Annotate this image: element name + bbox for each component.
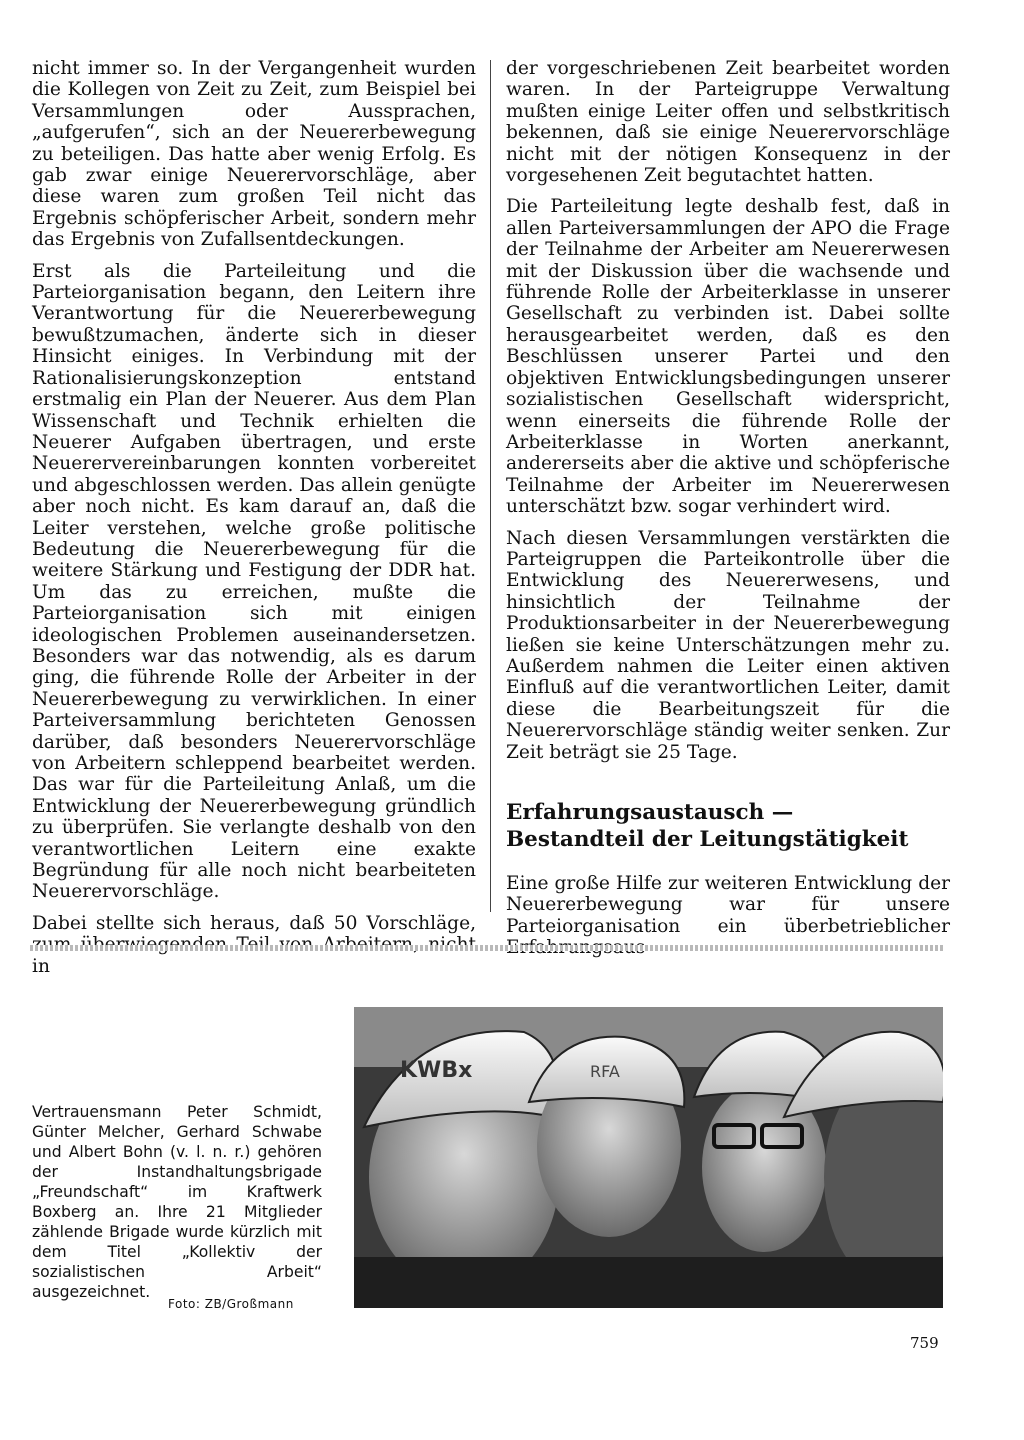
left-column (32, 58, 476, 987)
paragraph: Die Parteileitung legte deshalb fest, daß in allen Parteiversammlungen der APO die Frage der Teilnahme der Arbeiter am Neuererwesen mit der Diskussion über die wachsende und führende Rolle der Arbeiterklasse in unserer Gesellschaft zu verbinden ist. Dabei sollte herausgearbeitet werden, daß es den Beschlüssen unserer Partei und den objektiven Entwicklungsbedingungen unserer sozialistischen Gesellschaft widerspricht, wenn einerseits die führende Rolle der Arbeiterklasse in Worten anerkannt, andererseits aber die aktive und schöpferische Teilnahme der Arbeiter im Neuererwesen unterschätzt bzw. sogar verhindert wird. (506, 196, 950, 518)
paragraph: Erst als die Parteileitung und die Parteiorganisation begann, den Leitern ihre Verantwortung für die Neuererbewegung bewußtzumachen, änderte sich in dieser Hinsicht einiges. In Verbindung mit der Rationalisierungskonzeption entstand erstmalig ein Plan der Neuerer. Aus dem Plan Wissenschaft und Technik erhielten die Neuerer Aufgaben übertragen, und erste Neuerervereinbarungen konnten vorbereitet und abgeschlossen werden. Das allein genügte aber noch nicht. Es kam darauf an, daß die Leiter verstehen, welche große politische Bedeutung die Neuererbewegung für die weitere Stärkung und Festigung der DDR hat. Um das zu erreichen, mußte die Parteiorganisation sich mit einigen ideologischen Problemen auseinandersetzen. Besonders war das notwendig, als es darum ging, die führende Rolle der Arbeiter in der Neuererbewegung zu verwirklichen. In einer Parteiversammlung berichteten Genossen darüber, daß besonders Neuerervorschläge von Arbeitern schleppend bearbeitet werden. Das war für die Parteileitung Anlaß, um die Entwicklung der Neuererbewegung gründlich zu überprüfen. Sie verlangte deshalb von den verantwortlichen Leitern eine exakte Begründung für alle noch nicht bearbeiteten Neuerervorschläge. (32, 260, 476, 903)
paragraph: Eine große Hilfe zur weiteren Entwicklung der Neuererbewegung war für unsere Parteiorganisation ein überbetrieblicher (506, 873, 950, 937)
paragraph: Dabei stellte sich heraus, daß 50 Vorschläge, in (32, 912, 476, 977)
paragraph: der vorgeschriebenen Zeit bearbeitet worden waren. In der Parteigruppe Verwaltung mußten einige Leiter offen und selbstkritisch bekennen, daß sie einige Neuerervorschläge nicht mit der nötigen Konsequenz in der vorgesehenen Zeit begutachtet hatten. (506, 58, 950, 187)
right-column (506, 58, 950, 969)
photo-caption: Vertrauensmann Peter Schmidt, Günter Melcher, Gerhard Schwabe und Albert Bohn (v. l. n. r.) gehören der Instandhaltungsbrigade „Freundschaft“ im Kraftwerk Boxberg an. Ihre 21 Mitglieder zählende Brigade wurde kürzlich mit dem Titel „Kollektiv der sozialistischen Arbeit“ ausgezeichnet. (32, 1103, 322, 1301)
section-heading (506, 799, 950, 853)
helmet-label: RFA (590, 1062, 620, 1081)
section-heading-line: Bestandteil der Leitungstätigkeit (506, 827, 909, 852)
section-divider (30, 945, 945, 951)
photo-credit: Foto: ZB/Großmann (168, 1297, 294, 1311)
paragraph: Nach diesen Versammlungen verstärkten die Parteigruppen die Parteikontrolle über die Entwicklung des Neuererwesens, und hinsichtlich der Teilnahme der Produktionsarbeiter in der Neuererbewegung ließen sie keine Unterschätzungen mehr zu. Außerdem nahmen die Leiter einen aktiven Einfluß auf die verantwortlichen Leiter, damit diese die Bearbeitungszeit für die Neuerervorschläge ständig weiter senken. Zur Zeit beträgt sie 25 Tage. (506, 527, 950, 763)
paragraph: nicht immer so. In der Vergangenheit wurden die Kollegen von Zeit zu Zeit, zum Beispiel bei Versammlungen oder Aussprachen, „aufgerufen“, sich an der Neuererbewegung zu beteiligen. Das hatte aber wenig Erfolg. Es gab zwar einige Neuerervorschläge, aber diese waren zum großen Teil nicht das Ergebnis schöpferischer Arbeit, sondern mehr das Ergebnis von Zufallsentdeckungen. (32, 58, 476, 251)
page-number: 759 (910, 1334, 939, 1352)
column-rule (490, 60, 491, 912)
section-heading-line: Erfahrungsaustausch — (506, 800, 794, 825)
photo-workers-helmets (354, 1007, 943, 1308)
helmet-label: KWBx (400, 1058, 473, 1083)
photo-illustration (354, 1007, 943, 1308)
